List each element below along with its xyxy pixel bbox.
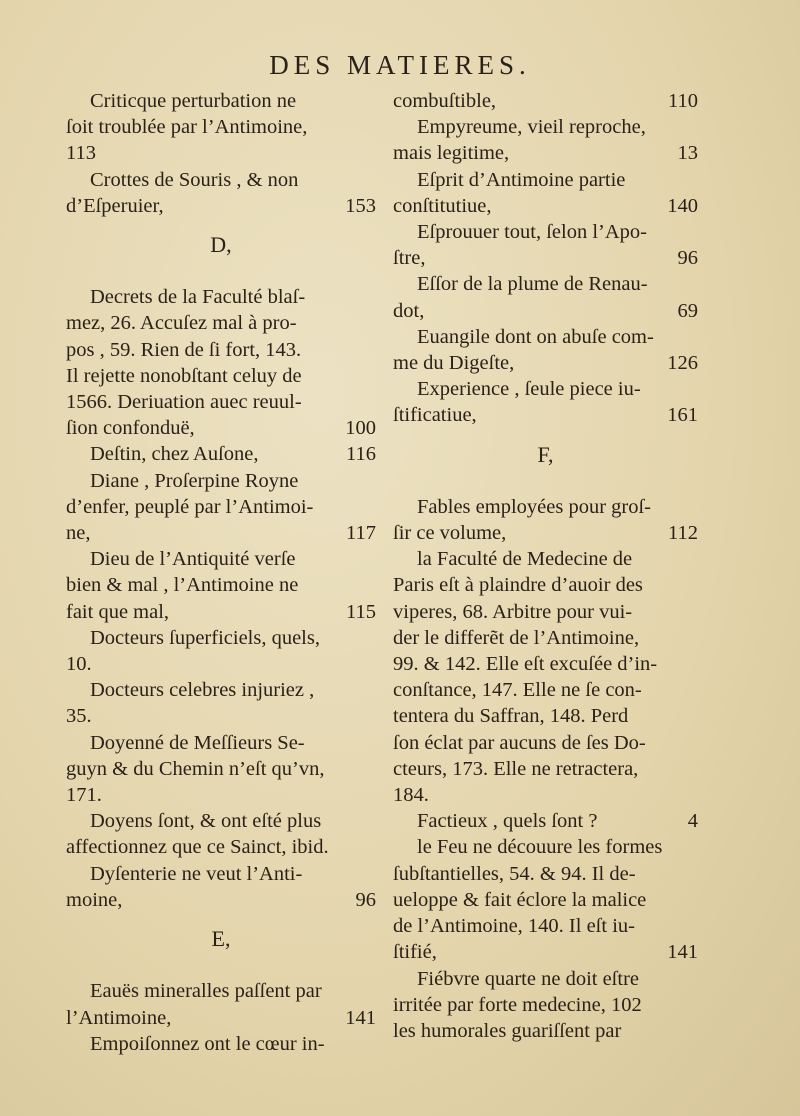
entry-line — [393, 939, 698, 965]
entry-line — [393, 402, 698, 428]
page-number: 140 — [667, 194, 698, 217]
entry-text: viperes, 68. Arbitre pour vui- — [393, 600, 633, 623]
entry-line — [66, 730, 376, 756]
entry-text: ſubſtantielles, 54. & 94. Il de- — [393, 862, 636, 885]
index-entry — [66, 730, 376, 809]
index-entry — [393, 834, 698, 965]
entry-line — [66, 494, 376, 520]
page-number: 4 — [687, 810, 698, 833]
entry-text: bien & mal , l’Antimoine ne — [66, 574, 299, 597]
page-number: 141 — [345, 1006, 376, 1029]
entry-line — [66, 887, 376, 913]
entry-line — [66, 1005, 376, 1031]
page-number: 100 — [345, 417, 376, 440]
entry-text: fait que mal, — [66, 600, 170, 623]
entry-text: ſtre, — [393, 247, 426, 270]
entry-line — [66, 599, 376, 625]
entry-line — [66, 978, 376, 1004]
entry-line — [393, 834, 698, 860]
index-entry — [66, 808, 376, 860]
index-entry — [393, 88, 698, 114]
section-letter: D, — [210, 232, 232, 258]
entry-text: Empoiſonnez ont le cœur in- — [90, 1032, 325, 1055]
page-number: 69 — [677, 299, 698, 322]
entry-line — [66, 651, 376, 677]
running-header: DES MATIERES. — [269, 50, 531, 80]
index-entry — [393, 966, 698, 1045]
entry-line — [393, 245, 698, 271]
entry-line — [393, 599, 698, 625]
entry-line — [393, 1018, 698, 1044]
entry-text: Docteurs celebres injuriez , — [90, 679, 315, 702]
index-entry — [393, 219, 698, 271]
entry-text: tentera du Saffran, 148. Perd — [393, 705, 629, 728]
entry-text: 99. & 142. Elle eſt excuſée d’in- — [393, 653, 658, 676]
entry-text: 171. — [66, 784, 102, 807]
entry-text: ſion confonduë, — [66, 417, 195, 440]
entry-text: 184. — [393, 784, 429, 807]
entry-text: Experience , ſeule piece iu- — [417, 378, 641, 401]
entry-text: ſtificatiue, — [393, 404, 477, 427]
index-entry — [393, 114, 698, 166]
entry-text: Euangile dont on abuſe com- — [417, 325, 654, 348]
index-entry — [393, 546, 698, 808]
entry-text: ſoit troublée par l’Antimoine, — [66, 116, 308, 139]
entry-text: Paris eſt à plaindre d’auoir des — [393, 574, 643, 597]
index-entry — [66, 978, 376, 1030]
entry-line — [66, 468, 376, 494]
entry-text: 1566. Deriuation auec reuul- — [66, 391, 302, 414]
entry-line — [393, 677, 698, 703]
entry-text: ſir ce volume, — [393, 522, 507, 545]
index-entry — [66, 677, 376, 729]
page-number: 116 — [346, 443, 376, 466]
entry-line — [393, 913, 698, 939]
entry-text: Eſprouuer tout, ſelon l’Apo- — [417, 221, 648, 244]
entry-line — [66, 114, 376, 140]
page-number: 13 — [677, 142, 698, 165]
index-entry — [66, 167, 376, 219]
entry-text: pos , 59. Rien de ſi fort, 143. — [66, 338, 302, 361]
entry-line — [393, 298, 698, 324]
entry-text: mais legitime, — [393, 142, 510, 165]
entry-line — [393, 966, 698, 992]
entry-line — [393, 114, 698, 140]
entry-line — [393, 219, 698, 245]
page-number: 126 — [667, 352, 698, 375]
entry-line — [66, 140, 376, 166]
entry-text: la Faculté de Medecine de — [417, 548, 633, 571]
entry-text: Dyſenterie ne veut l’Anti- — [90, 862, 303, 885]
entry-text: conſtitutiue, — [393, 194, 492, 217]
entry-line — [393, 730, 698, 756]
index-column-right — [393, 88, 698, 1044]
entry-text: me du Digeſte, — [393, 352, 515, 375]
entry-text: Eſprit d’Antimoine partie — [417, 168, 626, 191]
entry-line — [393, 887, 698, 913]
entry-line — [393, 88, 698, 114]
entry-text: Deſtin, chez Auſone, — [90, 443, 259, 466]
entry-text: Eſſor de la plume de Renau- — [417, 273, 648, 296]
entry-line — [66, 572, 376, 598]
entry-line — [393, 651, 698, 677]
index-entry — [66, 1031, 376, 1057]
entry-line — [66, 546, 376, 572]
entry-line — [66, 193, 376, 219]
entry-text: mez, 26. Accuſez mal à pro- — [66, 312, 297, 335]
entry-line — [66, 389, 376, 415]
entry-text: 113 — [66, 142, 96, 165]
section-letter: E, — [211, 926, 231, 952]
index-entry — [66, 284, 376, 441]
entry-line — [66, 677, 376, 703]
entry-line — [393, 494, 698, 520]
entry-text: Dieu de l’Antiquité verſe — [90, 548, 296, 571]
entry-line — [393, 756, 698, 782]
page-number: 117 — [346, 522, 376, 545]
entry-line — [393, 520, 698, 546]
entry-line — [66, 625, 376, 651]
index-entry — [66, 546, 376, 625]
entry-text: de l’Antimoine, 140. Il eſt iu- — [393, 915, 635, 938]
entry-text: Decrets de la Faculté blaſ- — [90, 286, 306, 309]
entry-text: der le differẽt de l’Antimoine, — [393, 626, 640, 649]
index-entry — [393, 324, 698, 376]
entry-text: ſon éclat par aucuns de ſes Do- — [393, 731, 646, 754]
entry-line — [66, 1031, 376, 1057]
entry-text: Doyenné de Meſſieurs Se- — [90, 731, 305, 754]
entry-text: 10. — [66, 653, 92, 676]
entry-line — [66, 756, 376, 782]
entry-line — [66, 88, 376, 114]
entry-line — [66, 441, 376, 467]
entry-line — [393, 861, 698, 887]
index-entry — [66, 861, 376, 913]
entry-line — [393, 808, 698, 834]
index-column-left — [66, 88, 376, 1057]
index-entry — [66, 88, 376, 167]
entry-text: Crottes de Souris , & non — [90, 168, 299, 191]
entry-text: Factieux , quels ſont ? — [417, 810, 598, 833]
entry-line — [393, 324, 698, 350]
page-number: 153 — [345, 194, 376, 217]
entry-text: 35. — [66, 705, 92, 728]
entry-line — [66, 337, 376, 363]
entry-line — [66, 861, 376, 887]
entry-text: ueloppe & fait éclore la malice — [393, 888, 647, 911]
entry-line — [393, 782, 698, 808]
entry-text: Doyens ſont, & ont eſté plus — [90, 810, 322, 833]
entry-text: cteurs, 173. Elle ne retractera, — [393, 757, 639, 780]
entry-text: dot, — [393, 299, 425, 322]
page-number: 110 — [668, 90, 698, 112]
entry-text: guyn & du Chemin n’eſt qu’vn, — [66, 757, 325, 780]
entry-line — [66, 415, 376, 441]
entry-line — [393, 167, 698, 193]
entry-line — [66, 782, 376, 808]
entry-text: l’Antimoine, — [66, 1006, 172, 1029]
entry-line — [393, 271, 698, 297]
entry-line — [66, 363, 376, 389]
entry-line — [393, 350, 698, 376]
entry-line — [393, 376, 698, 402]
entry-line — [66, 167, 376, 193]
page-number: 141 — [667, 941, 698, 964]
entry-line — [393, 546, 698, 572]
entry-line — [393, 193, 698, 219]
index-entry — [393, 167, 698, 219]
entry-line — [393, 992, 698, 1018]
entry-text: Eauës mineralles paſſent par — [90, 980, 322, 1003]
entry-text: combuſtible, — [393, 90, 497, 112]
entry-text: Empyreume, vieil reproche, — [417, 116, 646, 139]
index-entry — [393, 271, 698, 323]
entry-text: irritée par forte medecine, 102 — [393, 993, 642, 1016]
index-entry — [66, 625, 376, 677]
entry-text: ne, — [66, 522, 91, 545]
entry-text: Il rejette nonobſtant celuy de — [66, 364, 302, 387]
entry-text: d’enfer, peuplé par l’Antimoi- — [66, 495, 314, 518]
entry-line — [66, 834, 376, 860]
entry-text: affectionnez que ce Sainct, ibid. — [66, 836, 329, 859]
entry-line — [66, 284, 376, 310]
index-entry — [66, 441, 376, 467]
entry-text: Docteurs ſuperficiels, quels, — [90, 626, 320, 649]
page-number: 161 — [667, 404, 698, 427]
entry-text: moine, — [66, 888, 123, 911]
entry-line — [66, 808, 376, 834]
entry-text: Criticque perturbation ne — [90, 90, 297, 112]
entry-text: Fables employées pour groſ- — [417, 495, 651, 518]
index-entry — [393, 376, 698, 428]
page-number: 96 — [355, 888, 376, 911]
entry-line — [66, 520, 376, 546]
entry-line — [66, 703, 376, 729]
index-entry — [393, 494, 698, 546]
entry-line — [393, 625, 698, 651]
entry-text: ſtifié, — [393, 941, 437, 964]
entry-line — [66, 310, 376, 336]
section-letter: F, — [537, 441, 554, 467]
entry-text: d’Eſperuier, — [66, 194, 164, 217]
entry-text: conſtance, 147. Elle ne ſe con- — [393, 679, 642, 702]
entry-line — [393, 703, 698, 729]
entry-line — [393, 140, 698, 166]
index-entry — [393, 808, 698, 834]
entry-text: les humorales guariſſent par — [393, 1019, 622, 1042]
page-number: 96 — [677, 247, 698, 270]
page-number: 115 — [346, 600, 376, 623]
index-entry — [66, 468, 376, 547]
entry-text: Diane , Proſerpine Royne — [90, 469, 299, 492]
page-number: 112 — [668, 522, 698, 545]
entry-text: Fiébvre quarte ne doit eſtre — [417, 967, 639, 990]
entry-line — [393, 572, 698, 598]
entry-text: le Feu ne découure les formes — [417, 836, 663, 859]
